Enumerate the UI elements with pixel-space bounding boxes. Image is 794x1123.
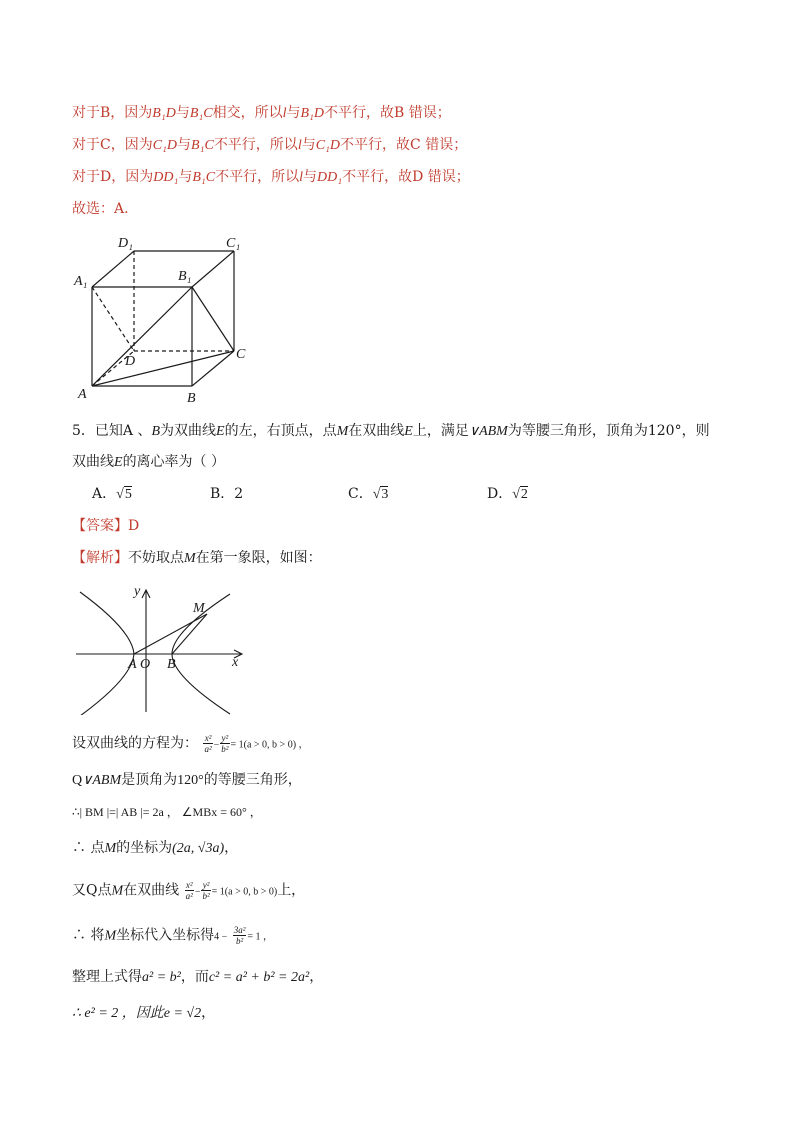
analysis-line-b: 对于B，因为B₁D与B₁C相交，所以l与B₁D不平行，故B 错误；	[72, 105, 451, 121]
diag-b1-c	[192, 287, 234, 351]
hidden-a1-d	[92, 287, 134, 351]
option-a: A．√5	[92, 486, 132, 502]
segment-b-m	[172, 614, 207, 654]
edge-b1-c1	[192, 251, 234, 287]
label-a1: A₁	[74, 274, 88, 289]
step-coordinate: ∴ 点M的坐标为(2a, √3a)，	[72, 840, 239, 856]
edge-a1-d1	[92, 251, 134, 287]
point-label-m: M	[193, 601, 205, 616]
label-d: D	[125, 354, 136, 369]
segment-a-m	[134, 614, 207, 654]
point-label-o: O	[140, 657, 151, 672]
choose-answer-line: 故选：A.	[72, 201, 129, 217]
label-d1: D₁	[118, 236, 133, 251]
option-b: B．2	[210, 486, 244, 502]
label-b: B	[187, 391, 196, 406]
option-d: D．√2	[487, 486, 528, 502]
label-c: C	[236, 347, 246, 362]
question-line-2: 双曲线E的离心率为（ ）	[72, 454, 226, 470]
step-isosceles: Q∨ABM是顶角为120°的等腰三角形，	[72, 772, 302, 788]
label-c1: C₁	[226, 236, 241, 251]
label-b1: B₁	[178, 269, 192, 284]
answer-line: 【答案】D	[72, 518, 140, 534]
diag-a-b1	[92, 287, 192, 386]
axis-label-y: y	[134, 584, 141, 599]
step-on-hyperbola: 又Q点M在双曲线 $\frac{\text{x²}}{\text{a²}}$ − $\frac{\text{y²}}{\text{b²}}$ = 1(a > 0, b > 0)上，	[72, 880, 306, 901]
analysis-line-c: 对于C，因为C₁D与B₁C不平行，所以l与C₁D不平行，故C 错误；	[72, 137, 468, 153]
analysis-intro-line: 【解析】不妨取点M在第一象限，如图：	[72, 550, 322, 566]
label-a: A	[78, 387, 87, 402]
point-label-b: B	[167, 657, 176, 672]
step-equation: 设双曲线的方程为： $\frac{\text{x²}}{\text{a²}}$ − $\frac{\text{y²}}{\text{b²}}$ = 1(a > 0, b > 0) ，	[72, 733, 309, 754]
step-substitute: ∴ 将M坐标代入坐标得4 − $\frac{\text{3a²}}{\text{b²}}$ = 1 ，	[72, 925, 274, 946]
hyperbola-graph	[72, 580, 252, 715]
question-line-1: 5．已知A 、B为双曲线E的左，右顶点，点M在双曲线E上，满足∨ABM为等腰三角形，顶角为120°，则	[72, 423, 710, 439]
axis-label-x: x	[232, 655, 239, 670]
step-lengths: ∴| BM |=| AB |= 2a ， ∠MBx = 60° ，	[72, 805, 262, 819]
point-label-a: A	[128, 657, 137, 672]
cube-figure	[72, 230, 262, 410]
step-eccentricity: ∴ e² = 2 ，因此e = √2，	[72, 1005, 216, 1021]
step-simplify: 整理上式得a² = b²，而c² = a² + b² = 2a²，	[72, 969, 324, 985]
option-c: C．√3	[348, 486, 389, 502]
analysis-line-d: 对于D，因为DD₁与B₁C不平行，所以l与DD₁不平行，故D 错误；	[72, 169, 470, 185]
